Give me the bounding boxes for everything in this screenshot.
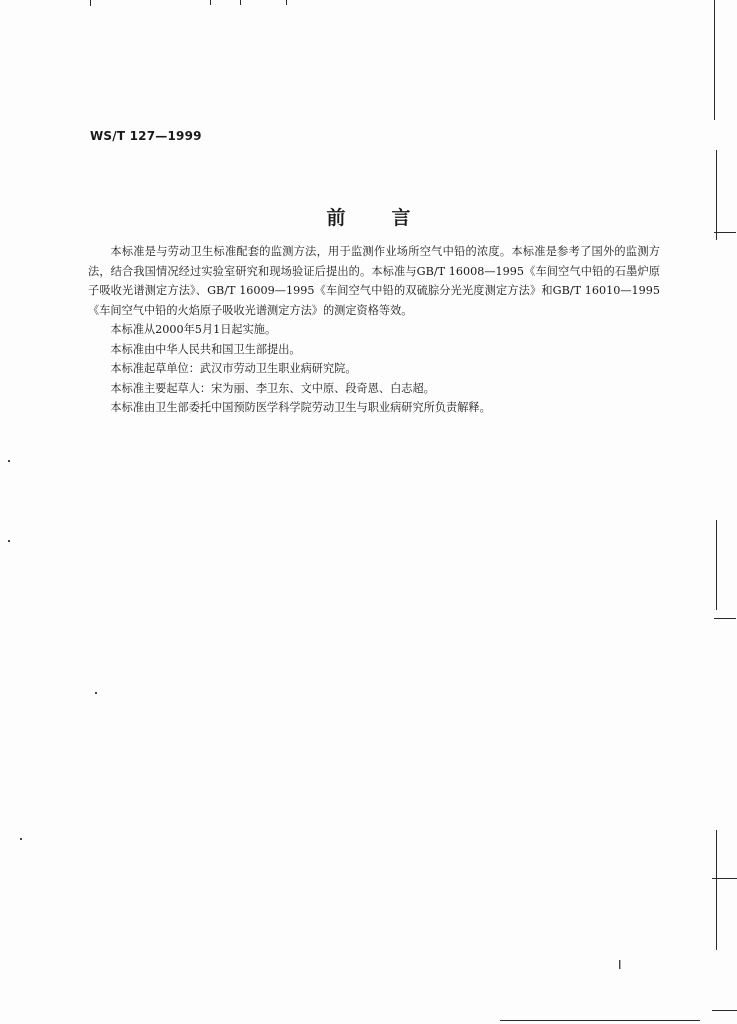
scan-speck <box>95 692 97 694</box>
scan-edge-mark <box>716 830 717 950</box>
scan-edge-mark <box>286 0 287 5</box>
scan-edge-mark <box>500 1020 700 1021</box>
paragraph-effective-date: 本标准从2000年5月1日起实施。 <box>110 323 277 336</box>
paragraph-drafting-unit: 本标准起草单位：武汉市劳动卫生职业病研究院。 <box>110 362 357 375</box>
page-number: I <box>618 958 622 972</box>
scan-edge-mark <box>714 0 715 120</box>
paragraph-drafters: 本标准主要起草人：宋为丽、李卫东、文中原、段奇恩、白志超。 <box>110 381 435 395</box>
paragraph-proposer: 本标准由中华人民共和国卫生部提出。 <box>110 342 301 356</box>
standard-code: WS/T 127—1999 <box>90 129 202 143</box>
paragraph-scope: 本标准是与劳动卫生标准配套的监测方法，用于监测作业场所空气中铅的浓度。本标准是参考了国外的监测方法，结合我国情况经过实验室研究和现场验证后提出的。本标准与GB/T 16008—1995《车间空气中铅的石墨炉原子吸收光谱测定方法》、GB/T 16009—1995《车间空气中铅的双硫腙分光光度测定方法》和GB/T 16010—1995《车间空气中铅的火焰原子吸收光谱测定方法》的测定资格等效。 <box>88 245 660 317</box>
scan-edge-mark <box>210 0 211 5</box>
scan-edge-mark <box>712 1010 737 1011</box>
scan-edge-mark <box>716 150 717 240</box>
page-title: 前言 <box>326 207 457 229</box>
scan-speck <box>8 540 10 542</box>
scan-speck <box>20 838 22 840</box>
scan-edge-mark <box>712 878 737 879</box>
scan-edge-mark <box>240 0 241 5</box>
foreword-body <box>88 242 660 418</box>
scan-edge-mark <box>716 520 717 610</box>
paragraph-interpretation: 本标准由卫生部委托中国预防医学科学院劳动卫生与职业病研究所负责解释。 <box>110 401 491 414</box>
scan-edge-mark <box>714 618 736 619</box>
scan-edge-mark <box>90 0 91 6</box>
scan-speck <box>8 460 10 462</box>
scan-edge-mark <box>714 232 736 233</box>
